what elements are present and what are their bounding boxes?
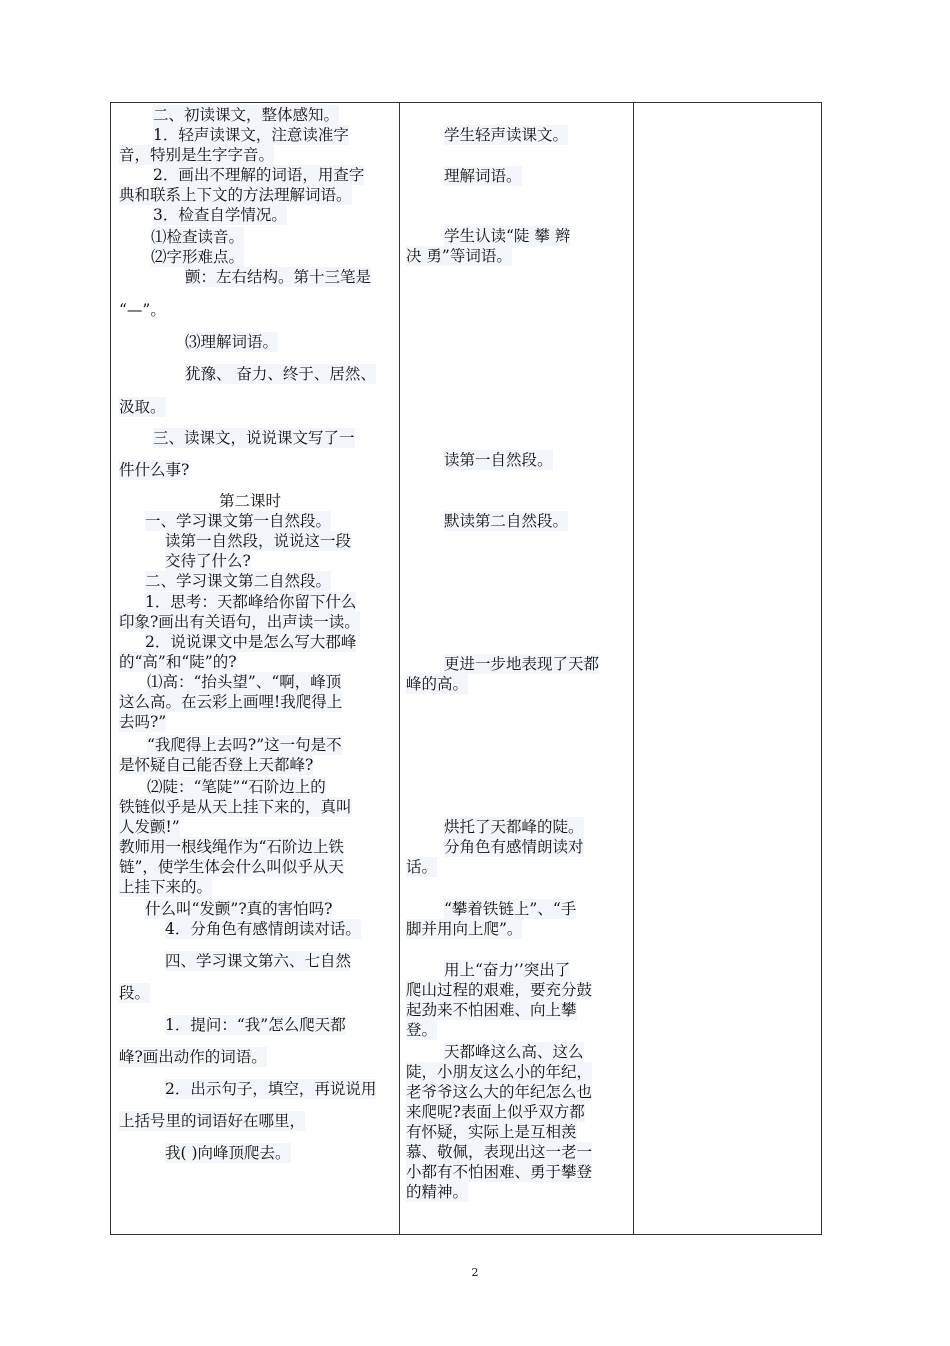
text-line: 老爷爷这么大的年纪怎么也 [406,1083,593,1101]
text-line: 四、学习课文第六、七自然 [165,952,352,970]
lesson-plan-table [110,102,822,1235]
notes-column [634,103,822,1234]
text-line: 人发颤!” [119,818,180,836]
text-line: 用上“奋力’’突出了 [444,961,571,979]
text-line: 读第一自然段，说说这一段 [165,532,352,550]
text-line: 脚并用向上爬”。 [406,920,523,938]
text-line: 什么叫“发颤”?真的害怕吗? [145,900,333,918]
text-line: 段。 [119,984,151,1002]
text-line: 学生轻声读课文。 [444,126,569,144]
text-line: 上括号里的词语好在哪里， [119,1112,306,1130]
text-line: 件什么事? [119,461,190,479]
text-line: 1．提问：“我”怎么爬天都 [165,1016,346,1034]
text-line: 2．说说课文中是怎么写大郡峰 [145,633,357,651]
text-line: 爬山过程的艰难，要充分鼓 [406,981,593,999]
text-line: ⑴高：“抬头望”、“啊，峰顶 [147,673,342,691]
text-line: 三、读课文，说说课文写了一 [153,429,355,447]
text-line: 上挂下来的。 [119,878,213,896]
text-line: 1．思考：天都峰给你留下什么 [145,593,357,611]
text-line: 有怀疑，实际上是互相羡 [406,1123,577,1141]
text-line: 读第一自然段。 [444,451,553,469]
text-line: “攀着铁链上”、“手 [444,900,577,918]
text-line: 峰的高。 [406,675,469,693]
text-line: 交待了什么? [165,552,251,570]
text-line: 1．轻声读课文，注意读准字 [153,126,349,144]
text-line: 这么高。在云彩上画哩!我爬得上 [119,693,343,711]
text-line: 我( )向峰顶爬去。 [165,1144,291,1162]
text-line: 话。 [406,858,438,876]
text-line: 链”，使学生体会什么叫似乎从天 [119,858,344,876]
text-line: 决 勇”等词语。 [406,247,512,265]
text-line: 学生认读“陡 攀 辫 [444,227,571,245]
text-line: 起劲来不怕困难、向上攀 [406,1001,577,1019]
text-line: 二、学习课文第二自然段。 [145,572,332,590]
text-line: 印象?画出有关语句，出声读一读。 [119,613,360,631]
text-line: 是怀疑自己能否登上天都峰? [119,756,314,774]
text-line: 犹豫、 奋力、终于、居然、 [185,365,376,383]
text-line: 3．检查自学情况。 [153,206,287,224]
text-line: 理解词语。 [444,167,522,185]
text-line: 4．分角色有感情朗读对话。 [165,920,361,938]
text-line: ⑵字形难点。 [151,248,245,266]
text-line: 音，特别是生字字音。 [119,146,275,164]
text-line: 小都有不怕困难、勇于攀登 [406,1163,593,1181]
text-line: 烘托了天都峰的陡。 [444,818,584,836]
text-line: 教师用一根线绳作为“石阶边上铁 [119,838,344,856]
text-line: 的精神。 [406,1183,469,1201]
text-line: 来爬呢?表面上似乎双方都 [406,1103,585,1121]
text-line: 慕、敬佩，表现出这一老一 [406,1143,593,1161]
text-line: 登。 [406,1021,438,1039]
text-line: 的“高”和“陡”的? [119,653,237,671]
text-line: ⑶理解词语。 [185,333,279,351]
text-line: 典和联系上下文的方法理解词语。 [119,186,352,204]
text-line: 陡，小朋友这么小的年纪， [406,1063,593,1081]
text-line: 去吗?” [119,713,167,731]
text-line: “—”。 [119,301,166,319]
text-line: 天都峰这么高、这么 [444,1043,584,1061]
text-line: ⑵陡：“笔陡”“石阶边上的 [147,778,326,796]
text-line: 颤：左右结构。第十三笔是 [185,268,372,286]
student-activities-column [400,103,633,1234]
text-line: 铁链似乎是从天上挂下来的，真叫 [119,798,352,816]
text-line: 更进一步地表现了天都 [444,655,600,673]
text-line: 2．画出不理解的词语，用查字 [153,166,365,184]
page-number: 2 [471,1266,479,1279]
text-line: 默读第二自然段。 [444,512,569,530]
text-line: 二、初读课文，整体感知。 [153,106,340,124]
text-line: 一、学习课文第一自然段。 [145,512,332,530]
text-line: 汲取。 [119,398,166,416]
text-line: ⑴检查读音。 [151,228,245,246]
text-line: 分角色有感情朗读对 [444,838,584,856]
text-line: 峰?画出动作的词语。 [119,1048,267,1066]
teacher-activities-column [111,103,399,1234]
text-line: 第二课时 [219,492,282,510]
text-line: “我爬得上去吗?”这一句是不 [147,736,342,754]
text-line: 2．出示句子，填空，再说说用 [165,1080,377,1098]
